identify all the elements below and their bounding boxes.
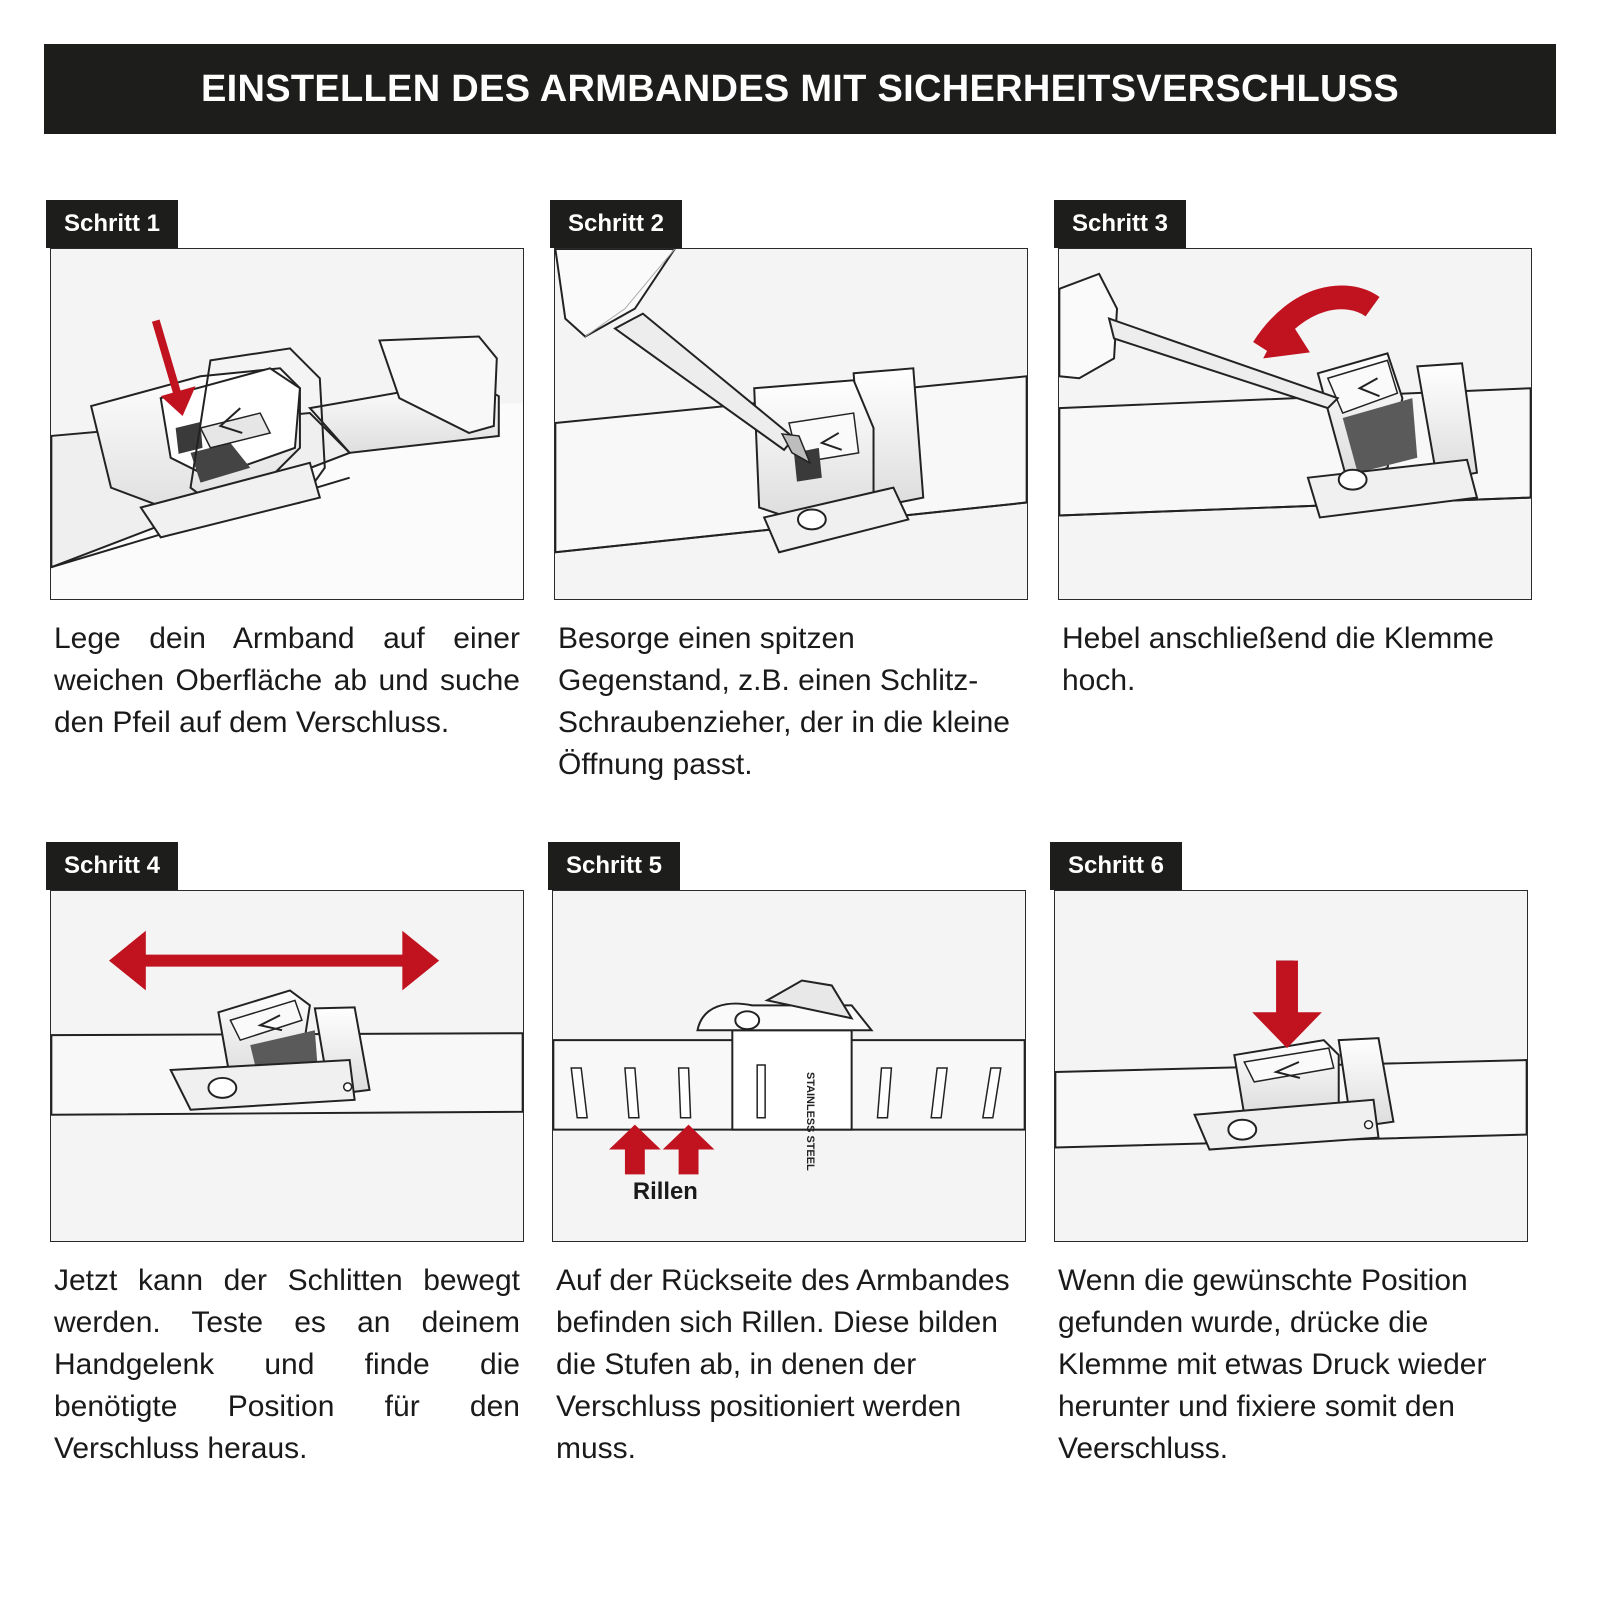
step-description: Hebel anschließend die Klemme hoch. [1062, 622, 1494, 697]
page-title: EINSTELLEN DES ARMBANDES MIT SICHERHEITSVERSCHLUSS [200, 67, 1400, 110]
step-illustration [554, 248, 1028, 600]
step-description: Wenn die gewünschte Position gefunden wurde, drücke die Klemme mit etwas Druck wieder herunter und fixiere somit den Veerschluss. [1058, 1264, 1487, 1465]
step-description [556, 1260, 1022, 1470]
step-illustration [50, 248, 524, 600]
slider-illustration [51, 891, 523, 1241]
step-label: Schritt 6 [1050, 842, 1182, 890]
press-down-illustration [1055, 891, 1527, 1241]
step-description: Besorge einen spitzen Gegenstand, z.B. einen Schlitz-Schraubenzieher, der in die kleine Öffnung passt. [558, 622, 1010, 781]
step-label: Schritt 2 [550, 200, 682, 248]
step-description: Lege dein Armband auf einer weichen Oberfläche ab und suche den Pfeil auf dem Verschluss. [54, 622, 520, 739]
step-description-line: befinden sich Rillen. Diese bilden die Stufen ab, in denen der Verschluss positioniert werden muss. [556, 1306, 998, 1465]
step-description-line: Auf der Rückseite des Armbandes [556, 1264, 1010, 1297]
engraving-text: STAINLESS STEEL [803, 1071, 816, 1171]
grooves-label: Rillen [632, 1178, 698, 1206]
buckle-illustration [51, 249, 523, 599]
step-illustration [1058, 248, 1532, 600]
step-label: Schritt 5 [548, 842, 680, 890]
step-label: Schritt 3 [1054, 200, 1186, 248]
step-illustration [552, 890, 1026, 1242]
grooves-illustration [553, 891, 1025, 1241]
screwdriver-illustration [555, 249, 1027, 599]
step-label: Schritt 4 [46, 842, 178, 890]
lever-illustration [1059, 249, 1531, 599]
step-description: Jetzt kann der Schlitten bewegt werden. Teste es an deinem Handgelenk und finde die benötigte Position für den Verschluss heraus. [54, 1264, 520, 1465]
step-illustration [50, 890, 524, 1242]
step-label: Schritt 1 [46, 200, 178, 248]
step-illustration [1054, 890, 1528, 1242]
title-bar [44, 44, 1556, 134]
